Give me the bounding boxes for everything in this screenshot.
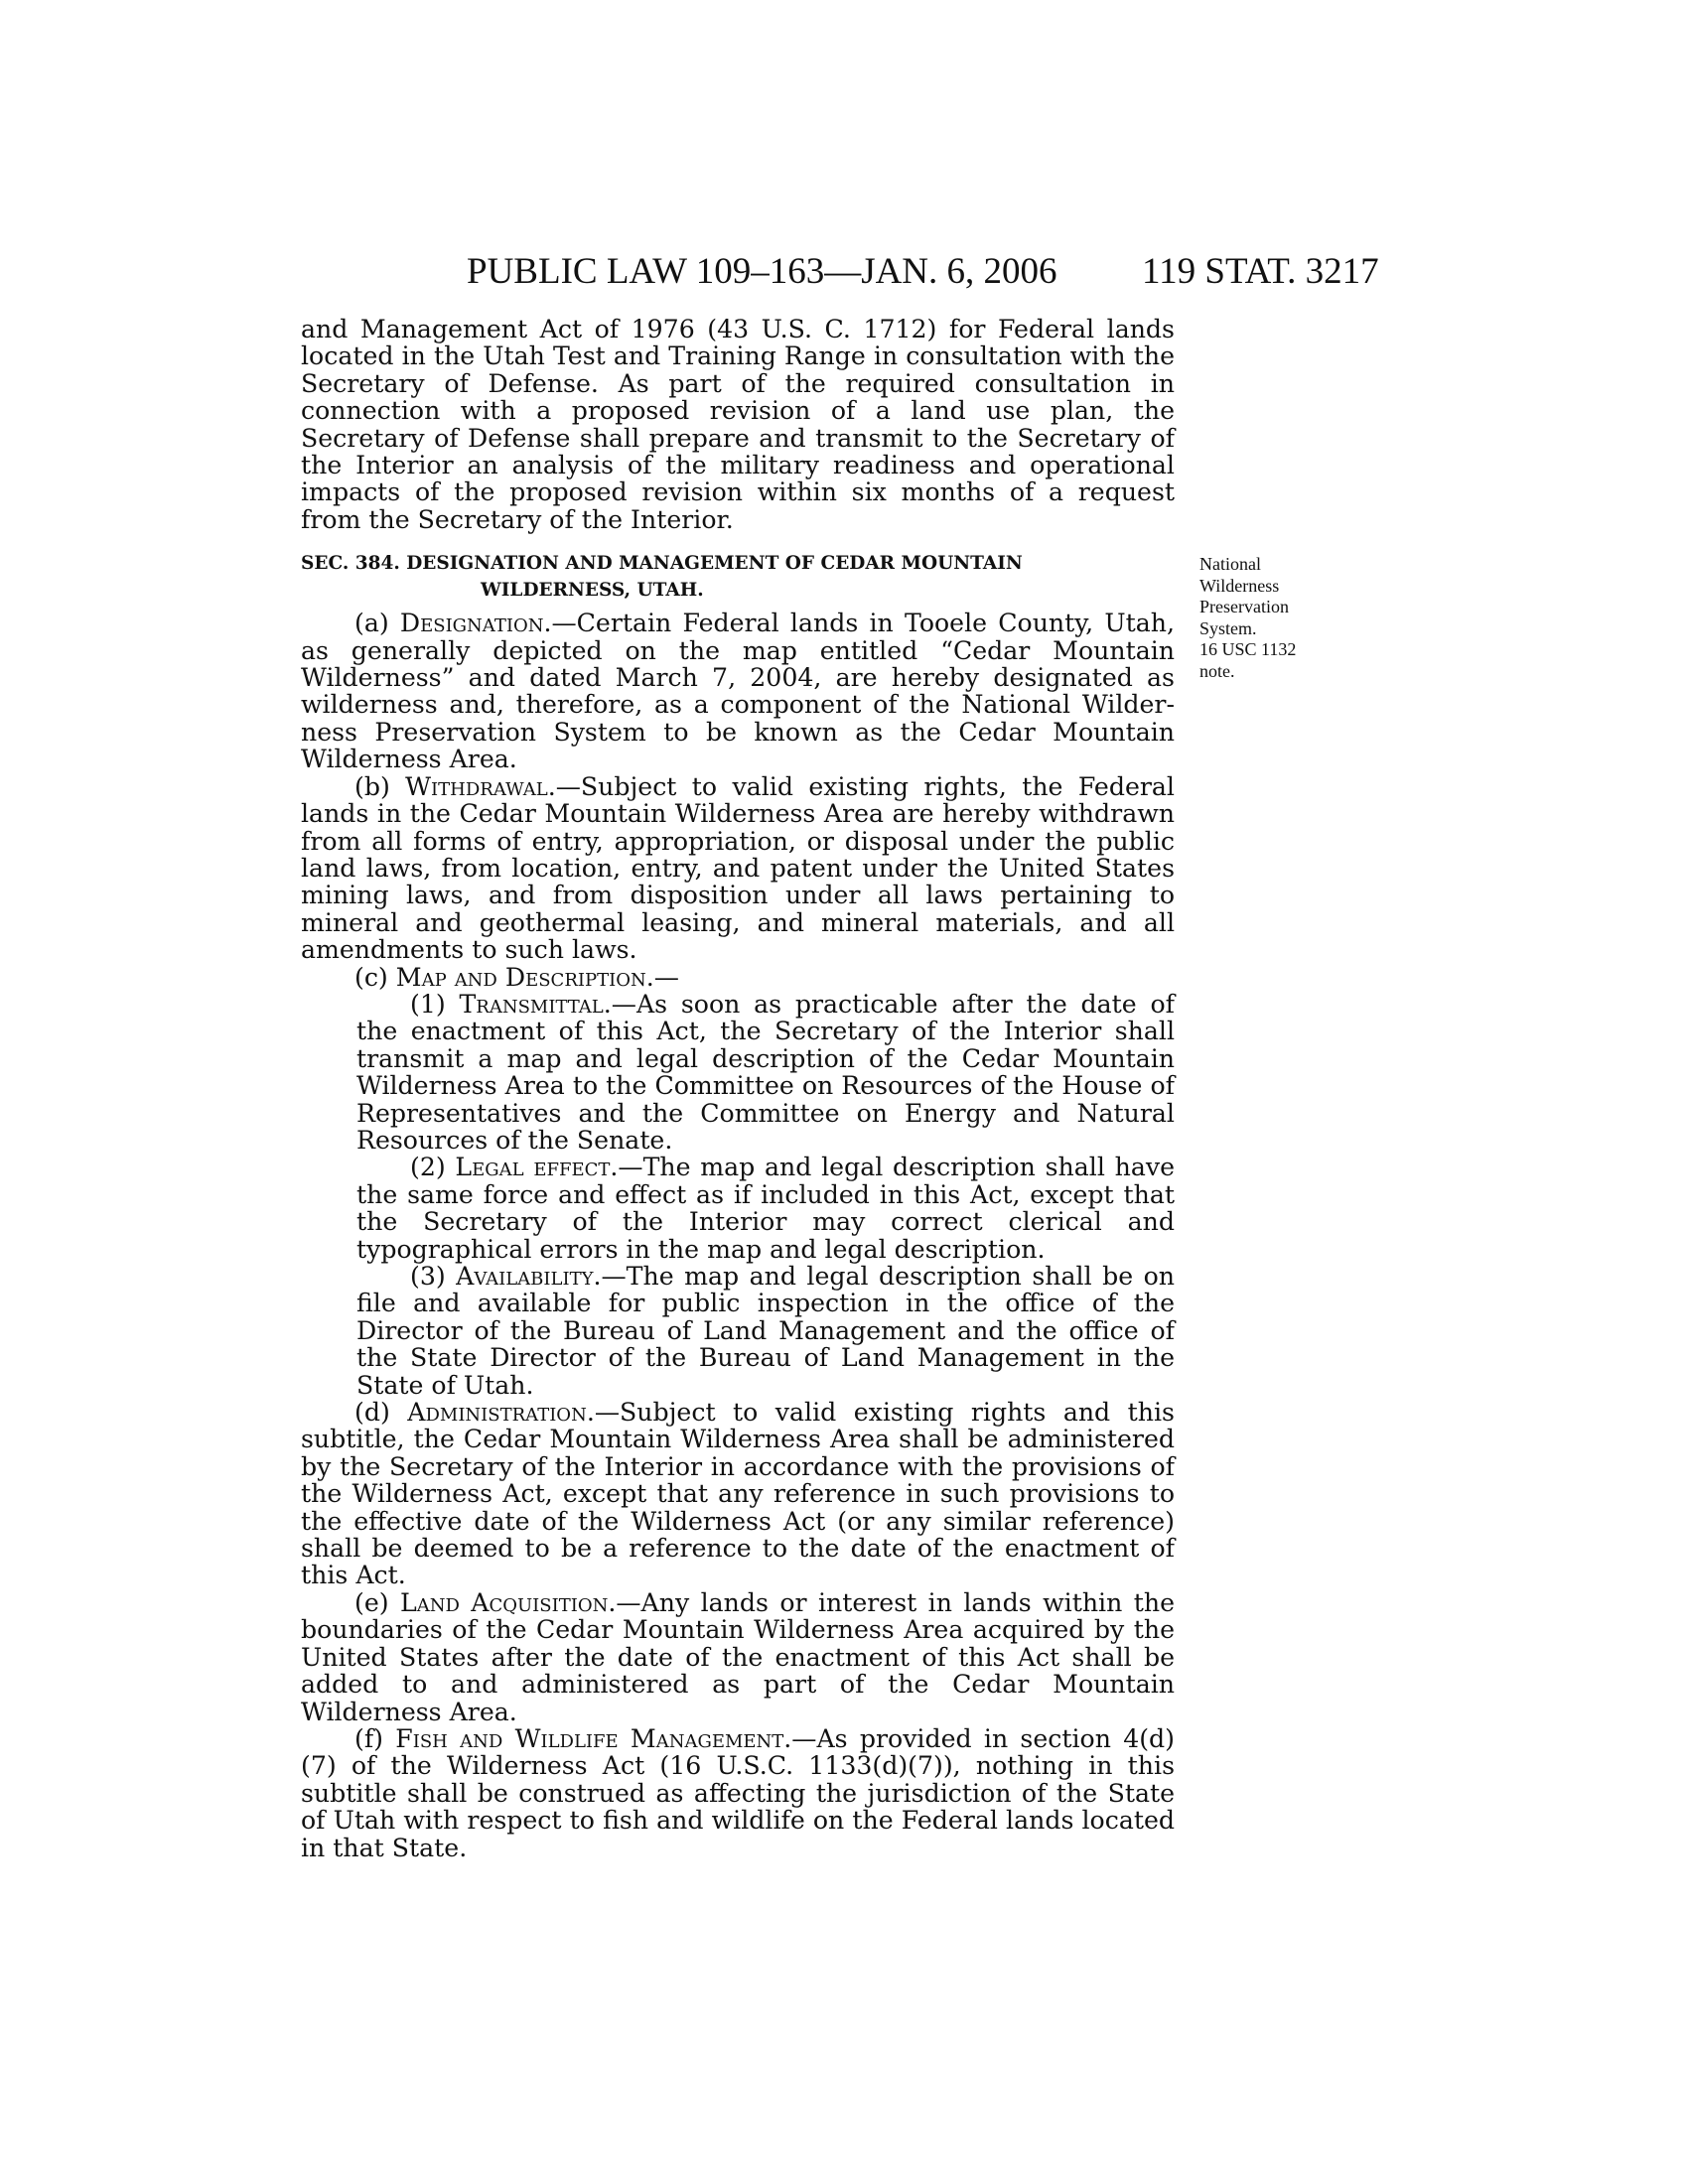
subsection-d-label: (d) <box>354 1398 408 1428</box>
subsection-e <box>301 1589 1175 1725</box>
subsection-c-title: Map and Description <box>395 962 646 992</box>
subsection-b-title: Withdrawal <box>405 771 548 801</box>
paragraph-c3-title: Availability <box>456 1262 594 1291</box>
margin-note-line: System. <box>1199 617 1257 638</box>
paragraph-c2-title: Legal effect <box>455 1153 611 1182</box>
paragraph-c1-text: .—As soon as practicable after the date of the enactment of this Act, the Secretary of the Interior shall transmit a map and legal description of the Cedar Mountain Wilderness Area to the Committee on Resources of the House of Representatives and the Committee on Energy and Natural Resources of the Senate. <box>356 989 1175 1155</box>
subsection-b <box>301 773 1175 964</box>
paragraph-c2-label: (2) <box>410 1153 456 1182</box>
body-text <box>301 316 1175 1861</box>
margin-note-line: Preservation <box>1199 597 1289 616</box>
paragraph-c3-text: .—The map and legal description shall be on file and available for public inspection in the office of the Director of the Bureau of Land Management and the office of the State Director of the Bureau of Land Management in the State of Utah. <box>356 1262 1175 1400</box>
subsection-a-text: .—Certain Federal lands in Tooele County, Utah, as generally depicted on the map entitled “Cedar Mountain Wilderness” and dated March 7, 2004, are hereby designated as wilderness and, therefore, as a component of the National Wilderness Preservation System to be known as the Cedar Mountain Wilderness Area. <box>301 609 1175 774</box>
subsection-b-text: .—Subject to valid existing rights, the Federal lands in the Cedar Mountain Wilderness Area are hereby withdrawn from all forms of entry, appropriation, or disposal under the public land laws, from location, entry, and patent under the United States mining laws, and from disposition under all laws pertaining to mineral and geothermal leasing, and mineral materials, and all amendments to such laws. <box>301 771 1175 965</box>
subsection-a <box>301 610 1175 772</box>
subsection-d-title: Administration <box>407 1398 587 1428</box>
subsection-f-label: (f) <box>354 1723 396 1753</box>
paragraph-c1-title: Transmittal <box>459 989 604 1019</box>
subsection-b-label: (b) <box>354 771 406 801</box>
subsection-e-title: Land Acquisition <box>399 1587 609 1617</box>
subsection-e-label: (e) <box>354 1587 400 1617</box>
paragraph-c2-text: .—The map and legal description shall have the same force and effect as if included in this Act, except that the Secretary of the Interior may correct clerical and typographical errors in the map and legal description. <box>356 1153 1175 1264</box>
page-header-stat: 119 STAT. 3217 <box>1142 251 1379 292</box>
paragraph-c1 <box>301 991 1175 1154</box>
paragraph-c1-label: (1) <box>410 989 460 1019</box>
margin-note <box>1199 554 1338 682</box>
subsection-c <box>301 964 1175 991</box>
paragraph-c2 <box>301 1154 1175 1263</box>
subsection-c-label: (c) <box>354 962 396 992</box>
subsection-f <box>301 1725 1175 1861</box>
subsection-c-text: .— <box>645 962 679 992</box>
section-heading: SEC. 384. DESIGNATION AND MANAGEMENT OF CEDAR MOUNTAIN WILDERNESS, UTAH. <box>301 553 1023 602</box>
subsection-d-text: .—Subject to valid existing rights and this subtitle, the Cedar Mountain Wilderness Area shall be administered by the Secretary of the Interior in accordance with the provisions of the Wilderness Act, except that any reference in such provisions to the effective date of the Wilderness Act (or any similar reference) shall be deemed to be a reference to the date of the enactment of this Act. <box>301 1398 1175 1590</box>
subsection-d <box>301 1399 1175 1589</box>
margin-note-line: Wilderness <box>1199 575 1280 596</box>
margin-note-line: 16 USC 1132 <box>1199 639 1297 659</box>
subsection-f-title: Fish and Wildlife Management <box>395 1723 784 1753</box>
subsection-e-text: .—Any lands or interest in lands within the boundaries of the Cedar Mountain Wilderness Area acquired by the United States after the date of the enactment of this Act shall be added to and administered as part of the Cedar Mountain Wilderness Area. <box>301 1587 1175 1726</box>
margin-note-line: National <box>1199 554 1261 574</box>
continued-paragraph: and Management Act of 1976 (43 U.S. C. 1712) for Federal lands located in the Utah Test and Training Range in consultation with the Secretary of Defense. As part of the required consultation in connection with a proposed revision of a land use plan, the Secretary of Defense shall prepare and transmit to the Secretary of the Interior an analysis of the military readiness and operational impacts of the proposed revision within six months of a request from the Secretary of the Interior. <box>301 315 1175 534</box>
subsection-a-title: Designation <box>399 609 544 638</box>
subsection-a-label: (a) <box>354 609 400 638</box>
subsection-f-text: .—As provided in section 4(d)(7) of the Wilderness Act (16 U.S.C. 1133(d)(7)), nothing in this subtitle shall be construed as affecting the jurisdiction of the State of Utah with respect to fish and wildlife on the Federal lands located in that State. <box>301 1723 1176 1862</box>
page-header-title: PUBLIC LAW 109–163—JAN. 6, 2006 <box>467 251 1057 292</box>
paragraph-c3 <box>301 1263 1175 1399</box>
paragraph-c3-label: (3) <box>410 1262 457 1291</box>
margin-note-line: note. <box>1199 660 1235 681</box>
